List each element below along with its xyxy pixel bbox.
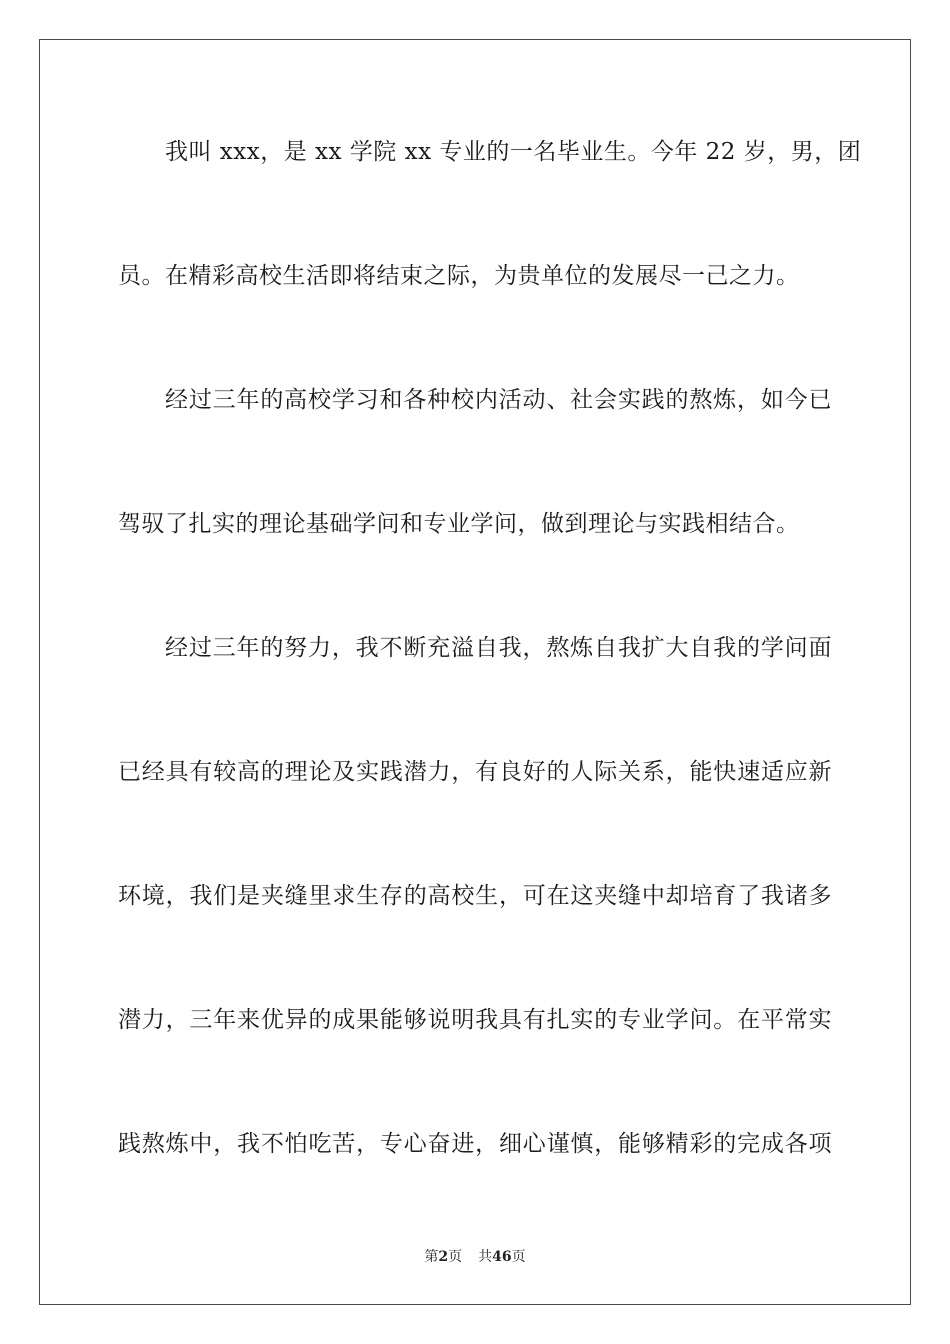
page-number: 2 — [438, 1249, 449, 1265]
total-prefix: 共 — [478, 1249, 493, 1265]
text-line: 践熬炼中，我不怕吃苦，专心奋进，细心谨慎，能够精彩的完成各项 — [118, 1131, 832, 1157]
page-prefix: 第 — [424, 1249, 439, 1265]
page-footer — [0, 1247, 950, 1267]
text-line: 我叫 xxx，是 xx 学院 xx 专业的一名毕业生。今年 22 岁，男，团 — [165, 139, 862, 165]
text-line: 驾驭了扎实的理论基础学问和专业学问，做到理论与实践相结合。 — [118, 511, 800, 537]
page-suffix: 页 — [448, 1249, 463, 1265]
total-suffix: 页 — [511, 1249, 526, 1265]
text-line: 已经具有较高的理论及实践潜力，有良好的人际关系，能快速适应新 — [118, 759, 832, 785]
text-line: 潜力，三年来优异的成果能够说明我具有扎实的专业学问。在平常实 — [118, 1007, 832, 1033]
text-line: 环境，我们是夹缝里求生存的高校生，可在这夹缝中却培育了我诸多 — [118, 883, 832, 909]
text-line: 经过三年的努力，我不断充溢自我，熬炼自我扩大自我的学问面 — [165, 635, 832, 661]
total-pages: 46 — [492, 1249, 512, 1265]
page-border — [39, 39, 911, 1305]
text-line: 员。在精彩高校生活即将结束之际，为贵单位的发展尽一己之力。 — [118, 263, 800, 289]
text-line: 经过三年的高校学习和各种校内活动、社会实践的熬炼，如今已 — [165, 387, 832, 413]
